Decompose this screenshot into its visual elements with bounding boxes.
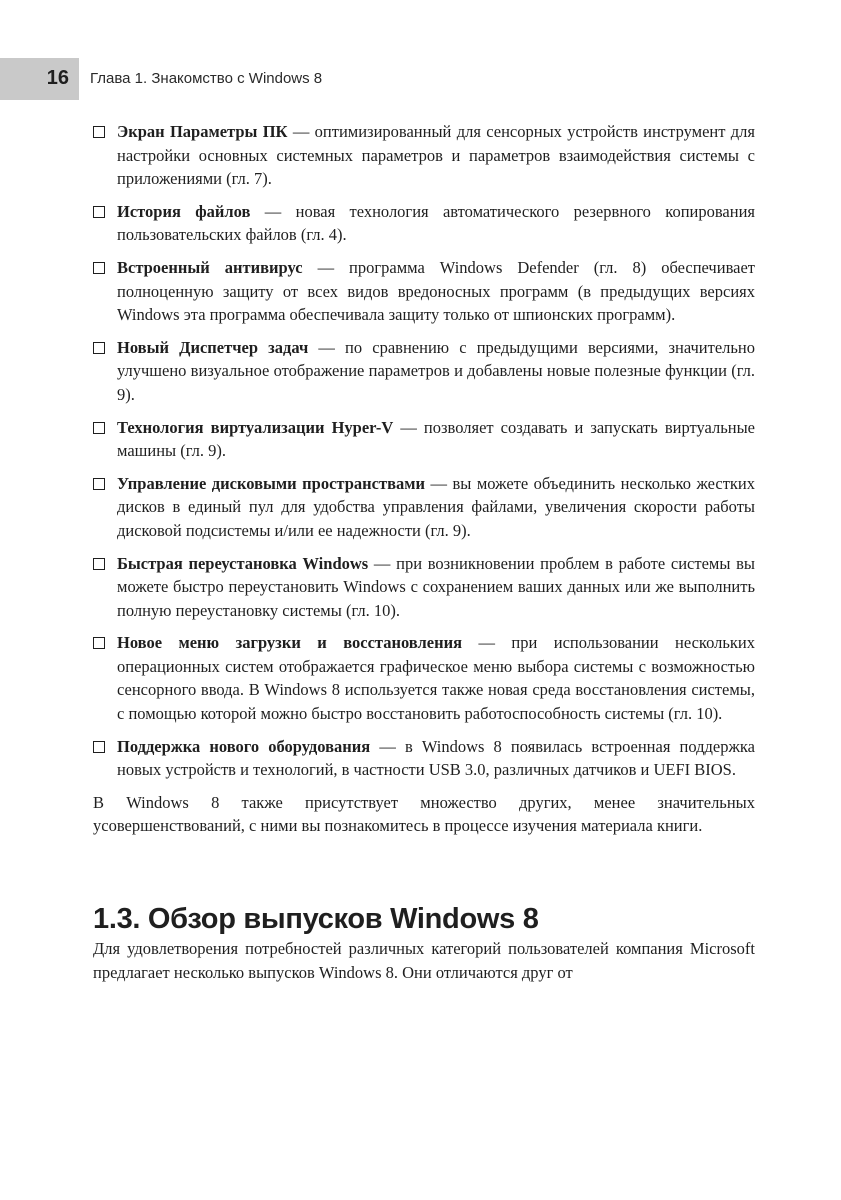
checkbox-bullet-icon [93, 741, 105, 753]
feature-description: — при использовании нескольких операционных систем отображается графическое меню выбора системы с возможностью сенсорного ввода. В Windows 8 используется также новая среда восстановления системы, с помощью которой можно быстро восстановить работоспособность системы (гл. 10). [117, 633, 755, 724]
checkbox-bullet-icon [93, 342, 105, 354]
checkbox-bullet-icon [93, 478, 105, 490]
feature-description: — по сравнению с предыдущими версиями, значительно улучшено визуальное отображение параметров и добавлены новые полезные функции (гл. 9). [117, 337, 755, 404]
feature-description: — программа Windows Defender (гл. 8) обеспечивает полноценную защиту от всех видов вредоносных программ (в предыдущих версиях Windows эта программа обеспечивала защиту только от шпионских программ). [117, 257, 755, 325]
page-number-box [0, 58, 79, 100]
list-item [93, 631, 755, 725]
checkbox-bullet-icon [93, 206, 105, 218]
list-item [93, 472, 755, 543]
page-header [0, 58, 841, 100]
checkbox-bullet-icon [93, 637, 105, 649]
list-item [93, 120, 755, 191]
feature-term: Встроенный антивирус [117, 257, 303, 277]
checkbox-bullet-icon [93, 262, 105, 274]
feature-term: Экран Параметры ПК [117, 122, 288, 141]
list-item [93, 256, 755, 327]
feature-term: История файлов [117, 201, 251, 221]
section-heading: 1.3. Обзор выпусков Windows 8 [93, 903, 539, 936]
feature-term: Управление дисковыми пространствами [117, 473, 425, 493]
list-item [93, 336, 755, 407]
list-item [93, 735, 755, 782]
feature-description: — при возникновении проблем в работе системы вы можете быстро переустановить Windows с сохранением ваших данных или же выполнить полную переустановку системы (гл. 10). [117, 553, 755, 620]
running-head: Глава 1. Знакомство с Windows 8 [90, 70, 323, 87]
checkbox-bullet-icon [93, 422, 105, 434]
feature-term: Быстрая переустановка Windows [117, 553, 369, 573]
feature-description: — новая технология автоматического резервного копирования пользовательских файлов (гл. 4). [117, 201, 755, 245]
feature-description: — в Windows 8 появилась встроенная поддержка новых устройств и технологий, в частности USB 3.0, различных датчиков и UEFI BIOS. [117, 736, 755, 780]
feature-description: — вы можете объединить несколько жестких дисков в единый пул для удобства управления файлами, увеличения скорости работы дисковой подсистемы и/или ее надежности (гл. 9). [117, 473, 755, 540]
section-intro-paragraph: Для удовлетворения потребностей различных категорий пользователей компания Microsoft предлагает несколько выпусков Windows 8. Они отличаются друг от [93, 939, 755, 982]
checkbox-bullet-icon [93, 126, 105, 138]
page-content [93, 120, 755, 984]
list-item [93, 200, 755, 247]
feature-list [93, 120, 755, 782]
list-item [93, 552, 755, 623]
feature-term: Поддержка нового оборудования [117, 736, 371, 756]
feature-description: — позволяет создавать и запускать виртуальные машины (гл. 9). [117, 417, 755, 461]
checkbox-bullet-icon [93, 558, 105, 570]
closing-paragraph: В Windows 8 также присутствует множество других, менее значительных усовершенствований, с ними вы познакомитесь в процессе изучения материала книги. [93, 792, 755, 836]
feature-term: Технология виртуализации Hyper-V [117, 417, 394, 437]
feature-term: Новое меню загрузки и восстановления [117, 633, 463, 653]
feature-description: — оптимизированный для сенсорных устройств инструмент для настройки основных системных параметров и параметров взаимодействия системы с приложениями (гл. 7). [117, 122, 755, 189]
feature-term: Новый Диспетчер задач [117, 337, 309, 357]
list-item [93, 416, 755, 463]
page-number: 16 [46, 67, 69, 89]
